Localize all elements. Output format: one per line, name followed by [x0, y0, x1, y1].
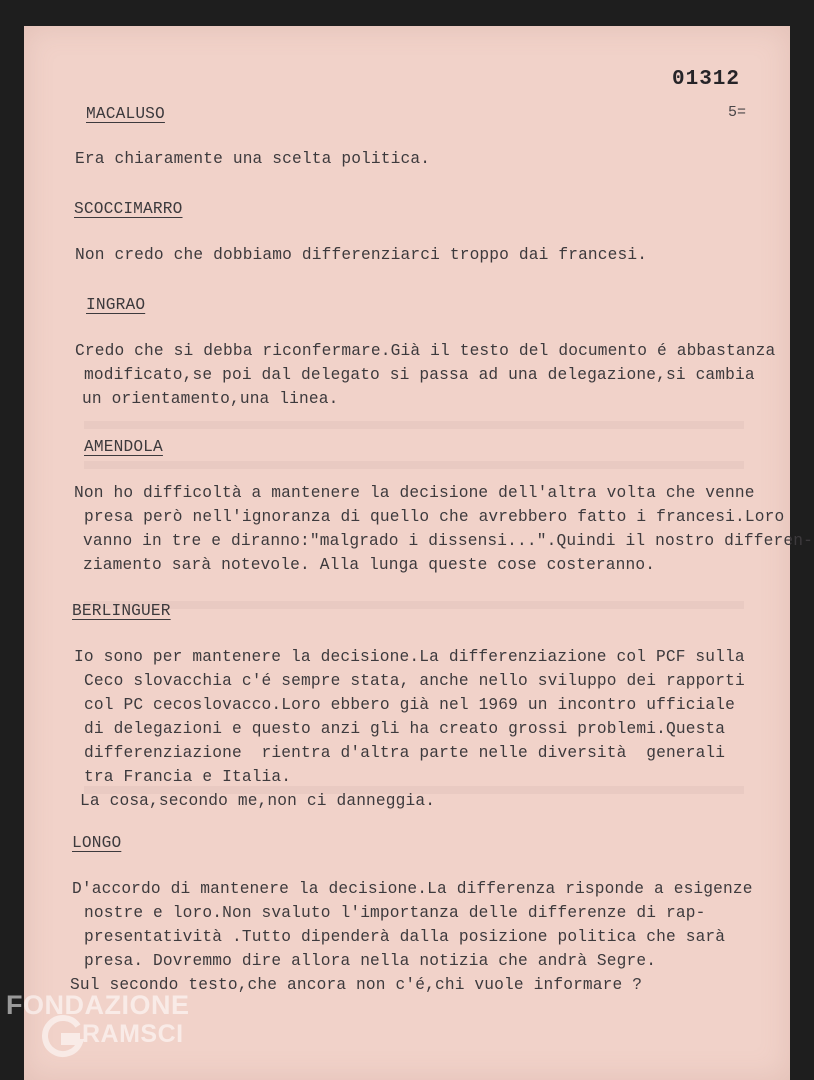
document-number: 01312 [672, 68, 741, 91]
speech-line: di delegazioni e questo anzi gli ha creato grossi problemi.Questa [84, 720, 726, 738]
speech-line: modificato,se poi dal delegato si passa ad una delegazione,si cambia [84, 366, 755, 384]
speaker-heading: LONGO [72, 834, 122, 852]
speaker-heading: INGRAO [86, 296, 146, 314]
speech-line: tra Francia e Italia. [84, 768, 292, 786]
speech-line: presa. Dovremmo dire allora nella notizia che andrà Segre. [84, 952, 657, 970]
speech-line: Sul secondo testo,che ancora non c'é,chi vuole informare ? [70, 976, 643, 994]
speech-line: nostre e loro.Non svaluto l'importanza delle differenze di rap- [84, 904, 706, 922]
page-mark: 5= [728, 104, 747, 121]
speech-line: Ceco slovacchia c'é sempre stata, anche nello sviluppo dei rapporti [84, 672, 745, 690]
speech-line: presa però nell'ignoranza di quello che avrebbero fatto i francesi.Loro [84, 508, 785, 526]
bleed-through-shadow [84, 601, 744, 619]
speaker-heading: AMENDOLA [84, 438, 163, 456]
watermark-line-1: FONDAZIONE [6, 990, 190, 1020]
speaker-heading: BERLINGUER [72, 602, 171, 620]
speech-line: ziamento sarà notevole. Alla lunga queste cose costeranno. [83, 556, 656, 574]
speech-line: differenziazione rientra d'altra parte nelle diversità generali [84, 744, 726, 762]
speech-line: Credo che si debba riconfermare.Già il testo del documento é abbastanza [75, 342, 776, 360]
speech-line: Era chiaramente una scelta politica. [75, 150, 431, 168]
speech-line: col PC cecoslovacco.Loro ebbero già nel 1969 un incontro ufficiale [84, 696, 736, 714]
speech-line: Non ho difficoltà a mantenere la decisione dell'altra volta che venne [74, 484, 755, 502]
speech-line: vanno in tre e diranno:"malgrado i dissensi...".Quindi il nostro differen- [83, 532, 813, 550]
gramsci-g-logo-icon [40, 1014, 86, 1060]
bleed-through-shadow [84, 461, 744, 479]
bleed-through-shadow [84, 421, 744, 439]
watermark-line-2: RAMSCI [82, 1020, 184, 1048]
speaker-heading: MACALUSO [86, 105, 165, 123]
speech-line: La cosa,secondo me,non ci danneggia. [80, 792, 436, 810]
document-page [24, 26, 813, 1080]
speech-line: Non credo che dobbiamo differenziarci troppo dai francesi. [75, 246, 648, 264]
speech-line: Io sono per mantenere la decisione.La differenziazione col PCF sulla [74, 648, 745, 666]
speech-line: un orientamento,una linea. [82, 390, 339, 408]
fondazione-gramsci-watermark [2, 990, 202, 1070]
speech-line: D'accordo di mantenere la decisione.La differenza risponde a esigenze [72, 880, 753, 898]
speaker-heading: SCOCCIMARRO [74, 200, 183, 218]
speech-line: presentatività .Tutto dipenderà dalla posizione politica che sarà [84, 928, 726, 946]
